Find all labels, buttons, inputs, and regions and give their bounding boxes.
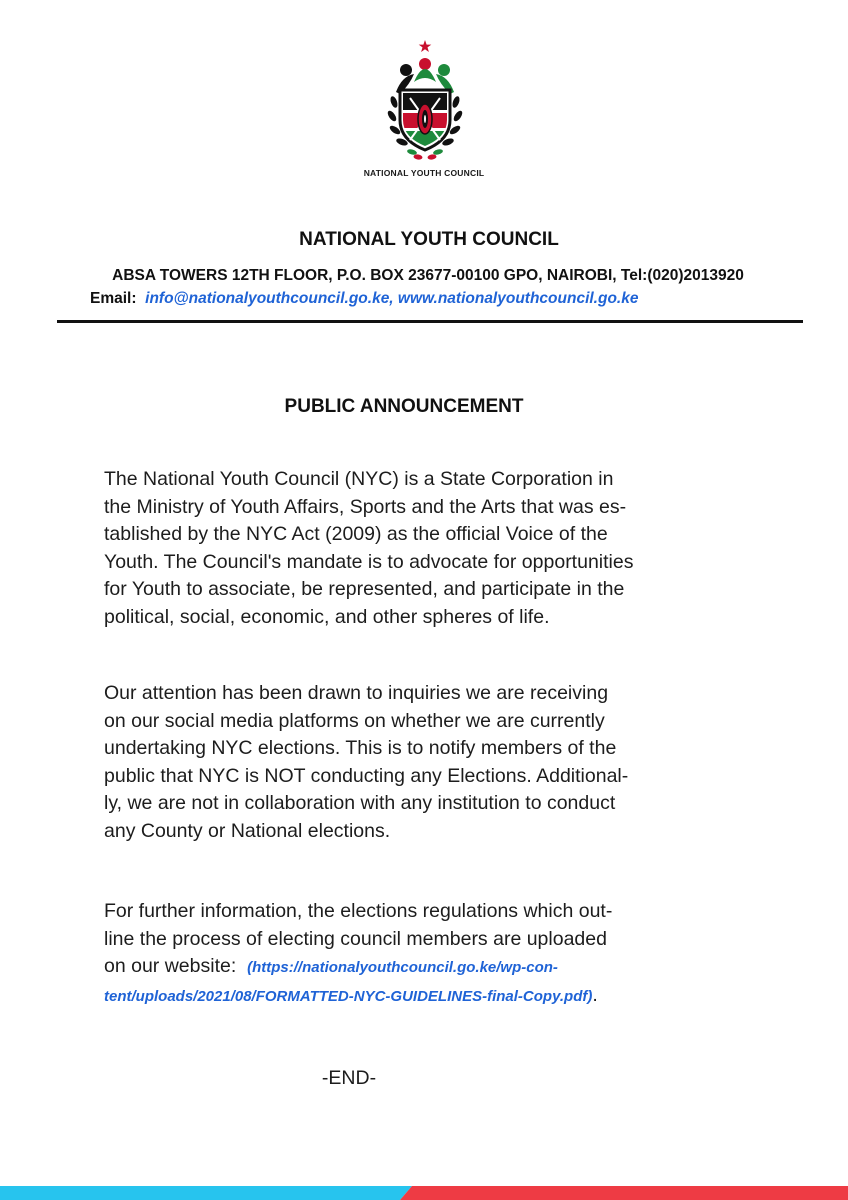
text-line: ly, we are not in collaboration with any institution to conduct	[104, 792, 616, 814]
footer-cyan-band	[0, 1186, 412, 1200]
text-line: on our social media platforms on whether we are currently	[104, 709, 605, 732]
text-line: the Ministry of Youth Affairs, Sports and the Arts that was es-	[104, 495, 627, 518]
address-line: ABSA TOWERS 12TH FLOOR, P.O. BOX 23677-00100 GPO, NAIROBI, Tel:(020)2013920	[112, 267, 744, 284]
footer-color-bar	[0, 1186, 848, 1200]
text-line: any County or National elections.	[104, 819, 391, 842]
text-line: political, social, economic, and other spheres of life.	[104, 605, 550, 628]
website-intro: on our website:	[104, 955, 237, 977]
guidelines-link-part-2[interactable]: tent/uploads/2021/08/FORMATTED-NYC-GUIDELINES-final-Copy.pdf)	[104, 987, 593, 1005]
paragraph-elections-notice	[104, 680, 744, 845]
text-line: For further information, the elections regulations which out-	[104, 900, 613, 922]
organization-title: NATIONAL YOUTH COUNCIL	[299, 229, 559, 250]
star-icon	[419, 40, 432, 52]
footer-red-band	[400, 1186, 848, 1200]
text-line: Our attention has been drawn to inquiries we are receiving	[104, 682, 609, 704]
announcement-title: PUBLIC ANNOUNCEMENT	[284, 396, 524, 417]
text-line: tablished by the NYC Act (2009) as the official Voice of the	[104, 523, 608, 545]
text-line	[104, 982, 744, 1011]
text-line: The National Youth Council (NYC) is a State Corporation in	[104, 468, 614, 490]
email-links[interactable]: info@nationalyouthcouncil.go.ke, www.nationalyouthcouncil.go.ke	[145, 290, 639, 307]
text-line: Youth. The Council's mandate is to advocate for opportunities	[104, 550, 634, 573]
nyc-crest-logo	[370, 36, 480, 166]
text-line: undertaking NYC elections. This is to notify members of the	[104, 737, 617, 759]
text-line: line the process of electing council members are uploaded	[104, 927, 607, 950]
paragraph-further-info	[104, 898, 744, 1010]
email-label: Email:	[90, 290, 137, 307]
text-line	[104, 953, 744, 982]
end-marker: -END-	[321, 1067, 377, 1089]
trailing-period: .	[592, 983, 598, 1006]
text-line: public that NYC is NOT conducting any Elections. Additional-	[104, 764, 629, 787]
logo-caption: NATIONAL YOUTH COUNCIL	[363, 168, 485, 178]
header-divider	[57, 320, 803, 323]
text-line: for Youth to associate, be represented, and participate in the	[104, 578, 625, 600]
guidelines-link-part-1[interactable]: (https://nationalyouthcouncil.go.ke/wp-con-	[247, 959, 558, 976]
paragraph-about-nyc	[104, 466, 744, 631]
email-line	[90, 290, 638, 308]
